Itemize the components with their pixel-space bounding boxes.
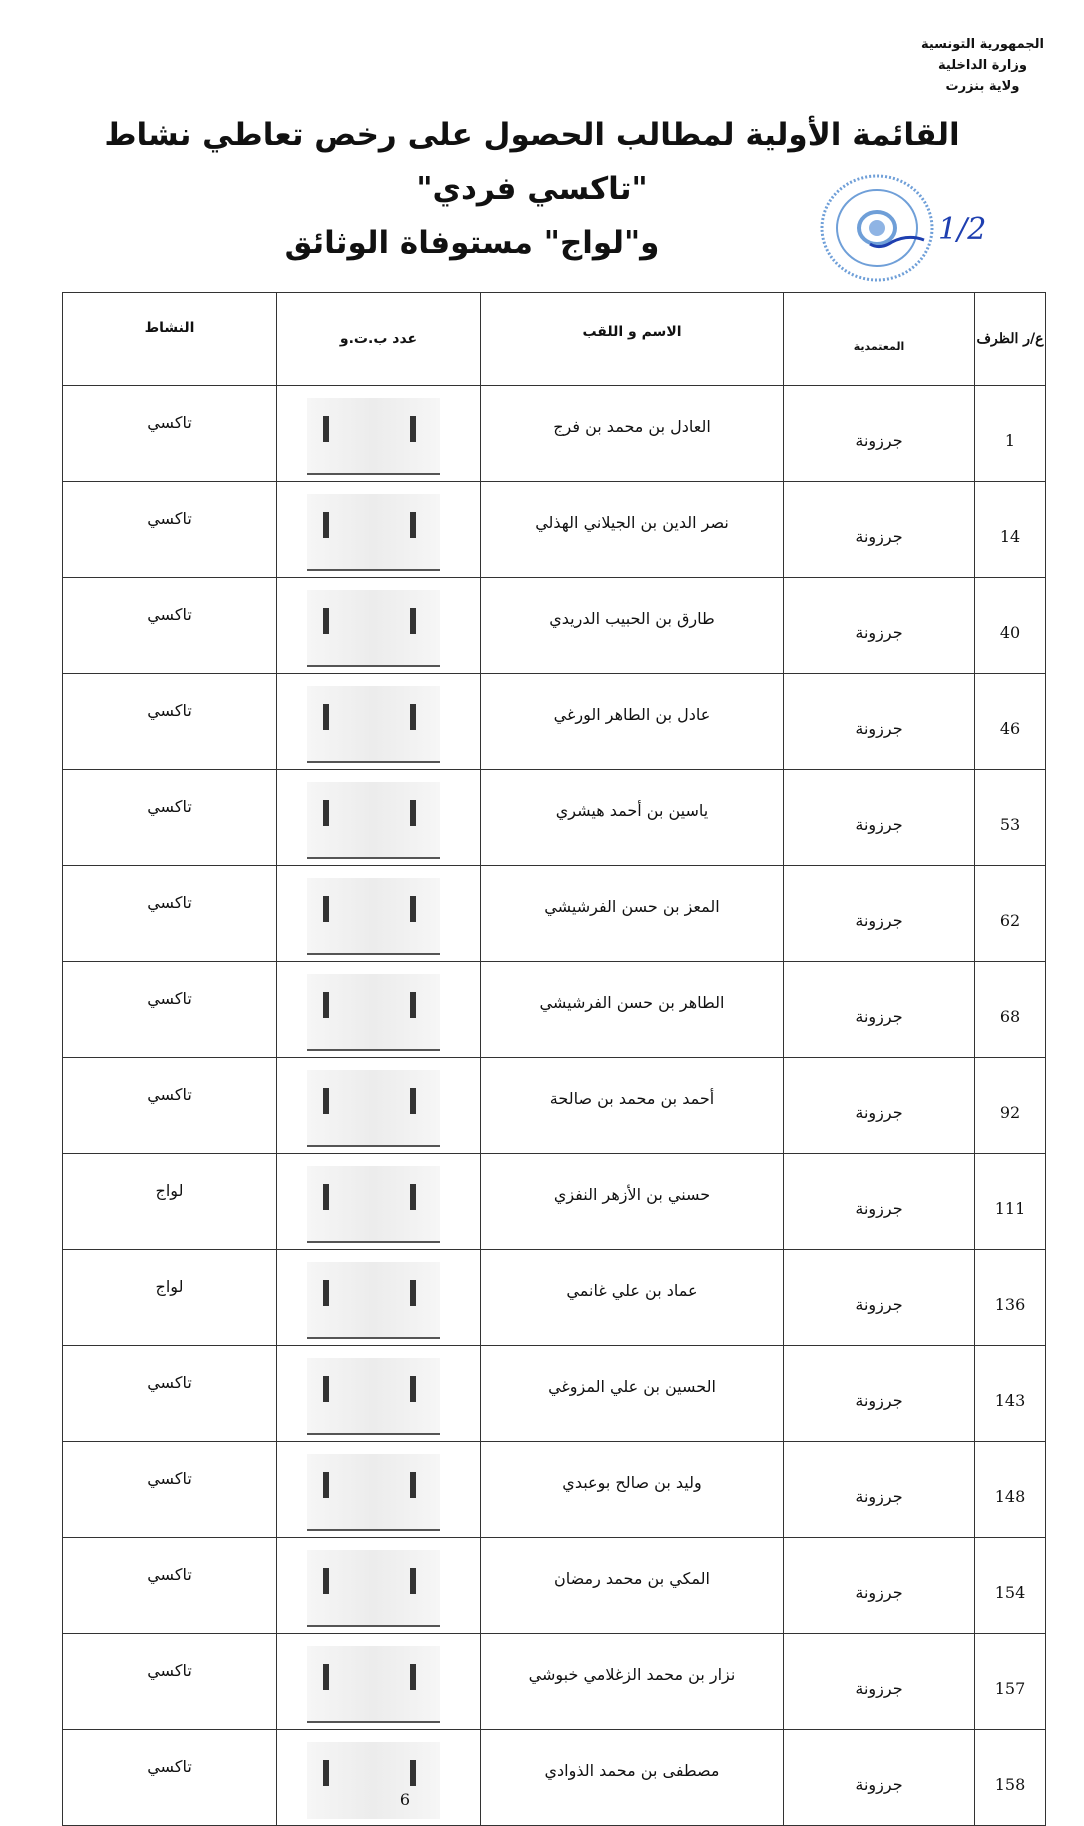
table-row (63, 866, 1046, 962)
applicant-name: ياسين بن أحمد هيشري (481, 770, 784, 866)
table-header-row (63, 293, 1046, 386)
applicant-name: طارق بن الحبيب الدريدي (481, 578, 784, 674)
col-name-header: الاسم و اللقب (481, 293, 784, 386)
redacted-cin (307, 590, 440, 667)
activity: تاكسي (63, 674, 277, 770)
cin-cell (277, 1442, 481, 1538)
table-row (63, 1058, 1046, 1154)
table-row (63, 1442, 1046, 1538)
col-envelope-header: ع/ر الظرف (975, 293, 1046, 386)
cin-cell (277, 386, 481, 482)
redacted-cin (307, 782, 440, 859)
table-row (63, 578, 1046, 674)
delegation: جرزونة (784, 1346, 975, 1442)
applicant-name: عماد بن علي غانمي (481, 1250, 784, 1346)
cin-cell (277, 1154, 481, 1250)
envelope-number: 14 (975, 482, 1046, 578)
cin-cell (277, 1058, 481, 1154)
cin-cell (277, 1346, 481, 1442)
table-row (63, 1154, 1046, 1250)
activity: تاكسي (63, 1442, 277, 1538)
redacted-cin (307, 686, 440, 763)
table-row (63, 770, 1046, 866)
activity: تاكسي (63, 482, 277, 578)
redacted-cin (307, 1166, 440, 1243)
activity: تاكسي (63, 770, 277, 866)
delegation: جرزونة (784, 770, 975, 866)
activity: تاكسي (63, 1730, 277, 1826)
envelope-number: 62 (975, 866, 1046, 962)
activity: تاكسي (63, 866, 277, 962)
table-row (63, 1346, 1046, 1442)
redacted-cin (307, 398, 440, 475)
redacted-cin (307, 1262, 440, 1339)
title-line-1: القائمة الأولية لمطالب الحصول على رخص تعاطي نشاط "تاكسي فردي" (104, 117, 960, 207)
delegation: جرزونة (784, 1442, 975, 1538)
applicant-name: مصطفى بن محمد الذوادي (481, 1730, 784, 1826)
cin-cell (277, 1730, 481, 1826)
activity: لواج (63, 1154, 277, 1250)
header-republic: الجمهورية التونسية (920, 37, 1044, 52)
official-seal-icon (818, 172, 936, 284)
redacted-cin (307, 1070, 440, 1147)
cin-cell (277, 674, 481, 770)
delegation: جرزونة (784, 1538, 975, 1634)
applicant-name: حسني بن الأزهر النفزي (481, 1154, 784, 1250)
cin-cell (277, 1538, 481, 1634)
delegation: جرزونة (784, 1154, 975, 1250)
col-delegation-header: المعتمدية (784, 293, 975, 386)
envelope-number: 157 (975, 1634, 1046, 1730)
signature-mark-icon (868, 230, 928, 254)
applicant-name: المعز بن حسن الفرشيشي (481, 866, 784, 962)
envelope-number: 143 (975, 1346, 1046, 1442)
redacted-cin (307, 974, 440, 1051)
cin-cell (277, 1634, 481, 1730)
table-row (63, 962, 1046, 1058)
applicant-name: عادل بن الطاهر الورغي (481, 674, 784, 770)
table-row (63, 1730, 1046, 1826)
applicant-name: نصر الدين بن الجيلاني الهذلي (481, 482, 784, 578)
issuer-header (921, 34, 1044, 97)
redacted-cin (307, 1646, 440, 1723)
table-row (63, 482, 1046, 578)
envelope-number: 92 (975, 1058, 1046, 1154)
redacted-cin (307, 878, 440, 955)
cin-visible-digit: 6 (399, 1790, 410, 1809)
envelope-number: 68 (975, 962, 1046, 1058)
delegation: جرزونة (784, 386, 975, 482)
header-ministry: وزارة الداخلية (938, 58, 1027, 73)
redacted-cin (307, 1742, 440, 1819)
redacted-cin (307, 1454, 440, 1531)
redacted-cin (307, 494, 440, 571)
cin-cell (277, 866, 481, 962)
delegation: جرزونة (784, 674, 975, 770)
applicant-name: العادل بن محمد بن فرج (481, 386, 784, 482)
delegation: جرزونة (784, 866, 975, 962)
table-row (63, 1538, 1046, 1634)
cin-cell (277, 1250, 481, 1346)
envelope-number: 154 (975, 1538, 1046, 1634)
cin-cell (277, 482, 481, 578)
envelope-number: 40 (975, 578, 1046, 674)
delegation: جرزونة (784, 1634, 975, 1730)
delegation: جرزونة (784, 962, 975, 1058)
envelope-number: 53 (975, 770, 1046, 866)
applicant-name: الحسين بن علي المزوغي (481, 1346, 784, 1442)
applicant-name: المكي بن محمد رمضان (481, 1538, 784, 1634)
envelope-number: 136 (975, 1250, 1046, 1346)
activity: تاكسي (63, 962, 277, 1058)
envelope-number: 158 (975, 1730, 1046, 1826)
redacted-cin (307, 1358, 440, 1435)
col-cin-header: عدد ب.ت.و (277, 293, 481, 386)
cin-cell (277, 770, 481, 866)
cin-cell (277, 578, 481, 674)
table-row (63, 1634, 1046, 1730)
applicant-name: نزار بن محمد الزغلامي خبوشي (481, 1634, 784, 1730)
header-governorate: ولاية بنزرت (945, 79, 1020, 94)
table-row (63, 1250, 1046, 1346)
activity: تاكسي (63, 578, 277, 674)
applicants-table (62, 292, 1046, 1826)
delegation: جرزونة (784, 1058, 975, 1154)
envelope-number: 148 (975, 1442, 1046, 1538)
cin-cell (277, 962, 481, 1058)
table-row (63, 386, 1046, 482)
delegation: جرزونة (784, 482, 975, 578)
applicant-name: الطاهر بن حسن الفرشيشي (481, 962, 784, 1058)
redacted-cin (307, 1550, 440, 1627)
applicant-name: وليد بن صالح بوعبدي (481, 1442, 784, 1538)
envelope-number: 1 (975, 386, 1046, 482)
delegation: جرزونة (784, 1250, 975, 1346)
activity: تاكسي (63, 1538, 277, 1634)
activity: لواج (63, 1250, 277, 1346)
page-number: 1/2 (938, 212, 987, 247)
activity: تاكسي (63, 386, 277, 482)
activity: تاكسي (63, 1346, 277, 1442)
envelope-number: 111 (975, 1154, 1046, 1250)
delegation: جرزونة (784, 578, 975, 674)
col-activity-header: النشاط (63, 293, 277, 386)
table-row (63, 674, 1046, 770)
envelope-number: 46 (975, 674, 1046, 770)
activity: تاكسي (63, 1634, 277, 1730)
title-line-2: و"لواج" مستوفاة الوثائق (284, 225, 660, 261)
applicant-name: أحمد بن محمد بن صالحة (481, 1058, 784, 1154)
activity: تاكسي (63, 1058, 277, 1154)
delegation: جرزونة (784, 1730, 975, 1826)
